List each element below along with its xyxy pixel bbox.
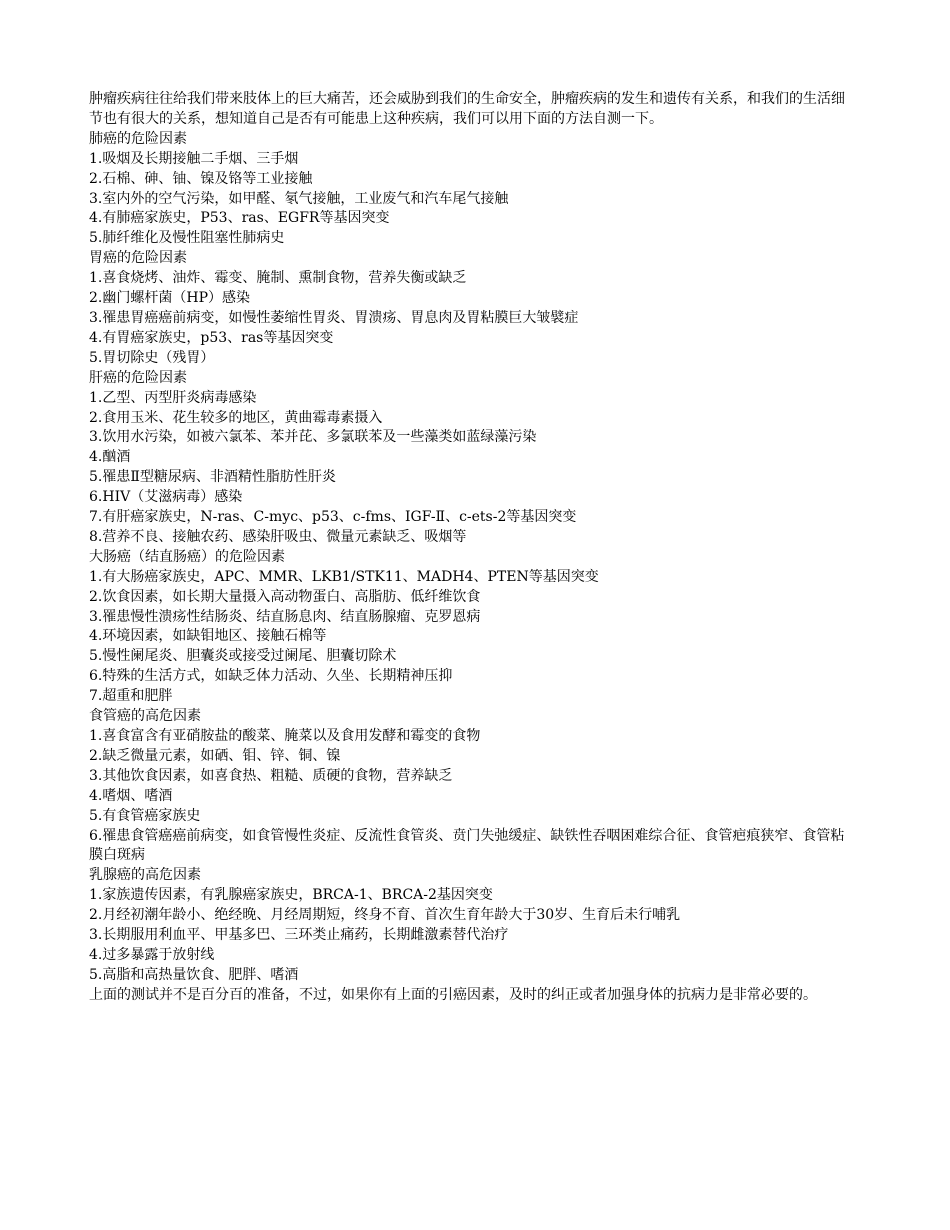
list-item: 3.罹患慢性溃疡性结肠炎、结直肠息肉、结直肠腺瘤、克罗恩病 bbox=[89, 608, 481, 625]
list-item: 2.缺乏微量元素，如硒、钼、锌、铜、镍 bbox=[89, 747, 341, 764]
list-item: 6.罹患食管癌癌前病变，如食管慢性炎症、反流性食管炎、贲门失弛缓症、缺铁性吞咽困难综合征、食管疤痕狭窄、食管粘膜白斑病 bbox=[89, 827, 845, 864]
list-item: 4.嗜烟、嗜酒 bbox=[89, 787, 173, 804]
section-stomach-cancer bbox=[89, 249, 855, 368]
section-heading: 食管癌的高危因素 bbox=[89, 708, 201, 725]
list-item: 3.室内外的空气污染，如甲醛、氡气接触，工业废气和汽车尾气接触 bbox=[89, 190, 509, 207]
list-item: 7.有肝癌家族史，N-ras、C-myc、p53、c-fms、IGF-Ⅱ、c-ets-2等基因突变 bbox=[89, 509, 577, 526]
list-item: 3.其他饮食因素，如喜食热、粗糙、质硬的食物，营养缺乏 bbox=[89, 767, 453, 784]
list-item: 5.胃切除史（残胃） bbox=[89, 349, 215, 366]
list-item: 6.HIV（艾滋病毒）感染 bbox=[89, 489, 243, 506]
list-item: 1.有大肠癌家族史，APC、MMR、LKB1/STK11、MADH4、PTEN等基因突变 bbox=[89, 568, 599, 585]
list-item: 5.罹患Ⅱ型糖尿病、非酒精性脂肪性肝炎 bbox=[89, 469, 336, 486]
list-item: 1.家族遗传因素，有乳腺癌家族史，BRCA-1、BRCA-2基因突变 bbox=[89, 887, 493, 904]
list-item: 3.长期服用利血平、甲基多巴、三环类止痛药，长期雌激素替代治疗 bbox=[89, 927, 509, 944]
list-item: 4.有胃癌家族史，p53、ras等基因突变 bbox=[89, 329, 334, 346]
list-item: 7.超重和肥胖 bbox=[89, 688, 173, 705]
intro-paragraph: 肿瘤疾病往往给我们带来肢体上的巨大痛苦，还会威胁到我们的生命安全，肿瘤疾病的发生和遗传有关系，和我们的生活细节也有很大的关系，想知道自己是否有可能患上这种疾病，我们可以用下面的方法自测一下。 bbox=[89, 91, 845, 127]
list-item: 6.特殊的生活方式，如缺乏体力活动、久坐、长期精神压抑 bbox=[89, 668, 453, 685]
list-item: 2.食用玉米、花生较多的地区，黄曲霉毒素摄入 bbox=[89, 409, 383, 426]
outro-paragraph: 上面的测试并不是百分百的准备，不过，如果你有上面的引癌因素，及时的纠正或者加强身体的抗病力是非常必要的。 bbox=[89, 986, 817, 1003]
section-lung-cancer bbox=[89, 130, 855, 249]
list-item: 3.罹患胃癌癌前病变，如慢性萎缩性胃炎、胃溃疡、胃息肉及胃粘膜巨大皱襞症 bbox=[89, 309, 579, 326]
section-heading: 乳腺癌的高危因素 bbox=[89, 867, 201, 884]
list-item: 2.石棉、砷、铀、镍及铬等工业接触 bbox=[89, 170, 313, 187]
section-esophageal-cancer bbox=[89, 707, 855, 866]
list-item: 4.过多暴露于放射线 bbox=[89, 946, 215, 963]
list-item: 1.乙型、丙型肝炎病毒感染 bbox=[89, 389, 257, 406]
section-heading: 肝癌的危险因素 bbox=[89, 369, 187, 386]
list-item: 4.有肺癌家族史，P53、ras、EGFR等基因突变 bbox=[89, 210, 390, 227]
list-item: 5.高脂和高热量饮食、肥胖、嗜酒 bbox=[89, 966, 299, 983]
section-heading: 胃癌的危险因素 bbox=[89, 250, 187, 267]
list-item: 2.饮食因素，如长期大量摄入高动物蛋白、高脂肪、低纤维饮食 bbox=[89, 588, 481, 605]
list-item: 1.喜食烧烤、油炸、霉变、腌制、熏制食物，营养失衡或缺乏 bbox=[89, 270, 467, 287]
section-liver-cancer bbox=[89, 369, 855, 548]
section-breast-cancer bbox=[89, 866, 855, 985]
list-item: 3.饮用水污染，如被六氯苯、苯并芘、多氯联苯及一些藻类如蓝绿藻污染 bbox=[89, 429, 537, 446]
list-item: 4.环境因素，如缺钼地区、接触石棉等 bbox=[89, 628, 327, 645]
list-item: 5.肺纤维化及慢性阻塞性肺病史 bbox=[89, 230, 285, 247]
section-heading: 大肠癌（结直肠癌）的危险因素 bbox=[89, 548, 285, 565]
section-colorectal-cancer bbox=[89, 548, 855, 707]
list-item: 5.慢性阑尾炎、胆囊炎或接受过阑尾、胆囊切除术 bbox=[89, 648, 397, 665]
document-body bbox=[89, 90, 855, 1006]
list-item: 1.吸烟及长期接触二手烟、三手烟 bbox=[89, 150, 299, 167]
list-item: 8.营养不良、接触农药、感染肝吸虫、微量元素缺乏、吸烟等 bbox=[89, 528, 467, 545]
list-item: 5.有食管癌家族史 bbox=[89, 807, 201, 824]
list-item: 1.喜食富含有亚硝胺盐的酸菜、腌菜以及食用发酵和霉变的食物 bbox=[89, 728, 481, 744]
list-item: 2.幽门螺杆菌（HP）感染 bbox=[89, 290, 250, 307]
section-heading: 肺癌的危险因素 bbox=[89, 130, 187, 147]
list-item: 2.月经初潮年龄小、绝经晚、月经周期短，终身不育、首次生育年龄大于30岁、生育后未行哺乳 bbox=[89, 907, 681, 924]
list-item: 4.酗酒 bbox=[89, 449, 131, 466]
